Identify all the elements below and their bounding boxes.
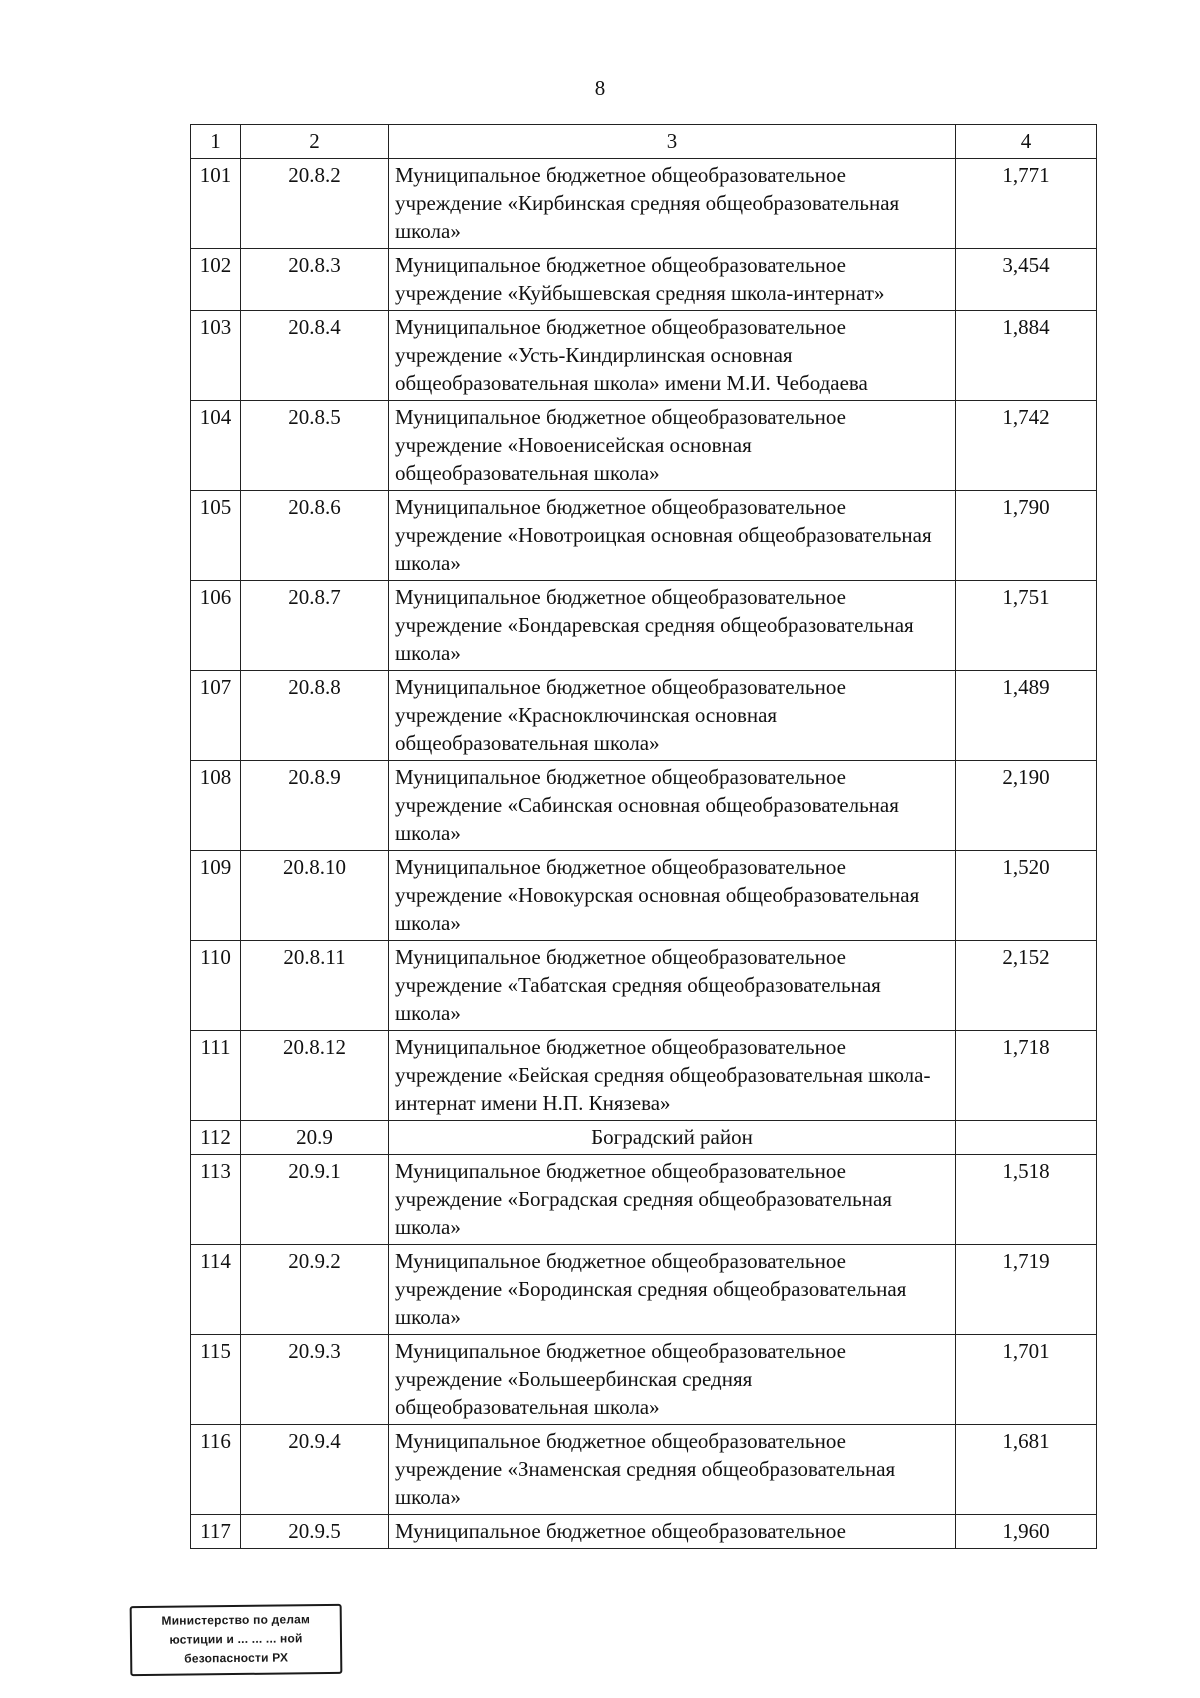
table-row: [191, 1031, 1097, 1121]
table-row: [191, 1155, 1097, 1245]
table-row: [191, 851, 1097, 941]
row-code: 20.9.2: [241, 1245, 389, 1335]
row-number: 114: [191, 1245, 241, 1335]
row-code: 20.9.5: [241, 1515, 389, 1549]
row-name: Муниципальное бюджетное общеобразовательное: [389, 1515, 956, 1549]
row-code: 20.8.7: [241, 581, 389, 671]
row-value: 1,751: [956, 581, 1097, 671]
row-name: Муниципальное бюджетное общеобразовательное учреждение «Сабинская основная общеобразовательная школа»: [389, 761, 956, 851]
table-row: [191, 941, 1097, 1031]
table-row: [191, 401, 1097, 491]
row-value: 1,520: [956, 851, 1097, 941]
row-name: Муниципальное бюджетное общеобразовательное учреждение «Бейская средняя общеобразовательная школа-интернат имени Н.П. Князева»: [389, 1031, 956, 1121]
row-number: 102: [191, 249, 241, 311]
table-row: [191, 249, 1097, 311]
table-row: [191, 159, 1097, 249]
table-row: [191, 671, 1097, 761]
row-name: Муниципальное бюджетное общеобразовательное учреждение «Новотроицкая основная общеобразовательная школа»: [389, 491, 956, 581]
stamp-line-1: Министерство по делам: [161, 1612, 311, 1628]
row-value: 1,884: [956, 311, 1097, 401]
row-name: Муниципальное бюджетное общеобразовательное учреждение «Знаменская средняя общеобразовательная школа»: [389, 1425, 956, 1515]
row-value: 3,454: [956, 249, 1097, 311]
row-number: 104: [191, 401, 241, 491]
header-col-1: 1: [191, 125, 241, 159]
header-col-3: 3: [389, 125, 956, 159]
row-code: 20.9.1: [241, 1155, 389, 1245]
row-number: 111: [191, 1031, 241, 1121]
row-value: 2,190: [956, 761, 1097, 851]
row-number: 103: [191, 311, 241, 401]
row-number: 116: [191, 1425, 241, 1515]
data-table: [190, 124, 1097, 1549]
row-name: Муниципальное бюджетное общеобразовательное учреждение «Бородинская средняя общеобразовательная школа»: [389, 1245, 956, 1335]
row-name: Муниципальное бюджетное общеобразовательное учреждение «Новоенисейская основная общеобразовательная школа»: [389, 401, 956, 491]
row-code: 20.8.8: [241, 671, 389, 761]
row-value: 1,718: [956, 1031, 1097, 1121]
row-code: 20.9.4: [241, 1425, 389, 1515]
row-code: 20.9.3: [241, 1335, 389, 1425]
row-number: 105: [191, 491, 241, 581]
table-row: [191, 1121, 1097, 1155]
row-name: Боградский район: [389, 1121, 956, 1155]
header-col-2: 2: [241, 125, 389, 159]
ministry-stamp: [130, 1604, 343, 1676]
row-code: 20.8.2: [241, 159, 389, 249]
row-number: 113: [191, 1155, 241, 1245]
header-col-4: 4: [956, 125, 1097, 159]
row-number: 109: [191, 851, 241, 941]
row-code: 20.8.5: [241, 401, 389, 491]
row-code: 20.8.6: [241, 491, 389, 581]
table-row: [191, 311, 1097, 401]
row-name: Муниципальное бюджетное общеобразовательное учреждение «Красноключинская основная общеобразовательная школа»: [389, 671, 956, 761]
row-name: Муниципальное бюджетное общеобразовательное учреждение «Табатская средняя общеобразовательная школа»: [389, 941, 956, 1031]
row-number: 112: [191, 1121, 241, 1155]
row-code: 20.8.3: [241, 249, 389, 311]
row-code: 20.8.11: [241, 941, 389, 1031]
table-row: [191, 491, 1097, 581]
table-row: [191, 1335, 1097, 1425]
row-value: 2,152: [956, 941, 1097, 1031]
table-row: [191, 1515, 1097, 1549]
row-name: Муниципальное бюджетное общеобразовательное учреждение «Новокурская основная общеобразовательная школа»: [389, 851, 956, 941]
table-row: [191, 581, 1097, 671]
row-name: Муниципальное бюджетное общеобразовательное учреждение «Бондаревская средняя общеобразовательная школа»: [389, 581, 956, 671]
row-value: 1,701: [956, 1335, 1097, 1425]
row-value: 1,719: [956, 1245, 1097, 1335]
row-value: 1,771: [956, 159, 1097, 249]
row-number: 108: [191, 761, 241, 851]
row-value: 1,742: [956, 401, 1097, 491]
row-value: 1,489: [956, 671, 1097, 761]
row-number: 110: [191, 941, 241, 1031]
row-number: 107: [191, 671, 241, 761]
row-code: 20.8.9: [241, 761, 389, 851]
row-value: 1,518: [956, 1155, 1097, 1245]
table-row: [191, 1245, 1097, 1335]
row-number: 117: [191, 1515, 241, 1549]
row-value: 1,790: [956, 491, 1097, 581]
table-header-row: [191, 125, 1097, 159]
row-number: 106: [191, 581, 241, 671]
row-code: 20.8.10: [241, 851, 389, 941]
row-name: Муниципальное бюджетное общеобразовательное учреждение «Боградская средняя общеобразовательная школа»: [389, 1155, 956, 1245]
row-number: 115: [191, 1335, 241, 1425]
row-code: 20.8.4: [241, 311, 389, 401]
page-number: 8: [594, 76, 606, 100]
row-name: Муниципальное бюджетное общеобразовательное учреждение «Куйбышевская средняя школа-интернат»: [389, 249, 956, 311]
table-row: [191, 761, 1097, 851]
row-number: 101: [191, 159, 241, 249]
row-value: [956, 1121, 1097, 1155]
stamp-line-2: юстиции и ... ... ... ной: [169, 1631, 303, 1647]
row-name: Муниципальное бюджетное общеобразовательное учреждение «Большеербинская средняя общеобразовательная школа»: [389, 1335, 956, 1425]
row-value: 1,960: [956, 1515, 1097, 1549]
row-code: 20.9: [241, 1121, 389, 1155]
row-name: Муниципальное бюджетное общеобразовательное учреждение «Кирбинская средняя общеобразовательная школа»: [389, 159, 956, 249]
row-name: Муниципальное бюджетное общеобразовательное учреждение «Усть-Киндирлинская основная общеобразовательная школа» имени М.И. Чебодаева: [389, 311, 956, 401]
row-code: 20.8.12: [241, 1031, 389, 1121]
table-row: [191, 1425, 1097, 1515]
row-value: 1,681: [956, 1425, 1097, 1515]
stamp-line-3: безопасности РХ: [184, 1650, 289, 1666]
